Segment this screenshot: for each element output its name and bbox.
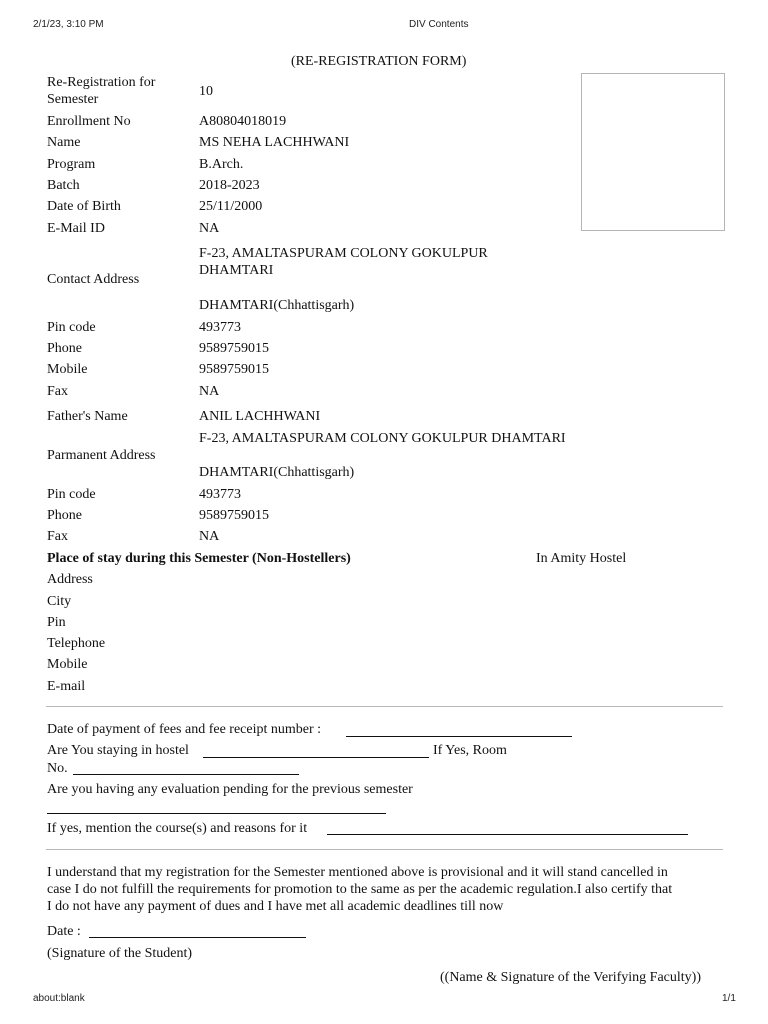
student-signature: (Signature of the Student): [47, 946, 193, 961]
date-label: Date :: [47, 924, 81, 939]
stay-address-label: Address: [47, 572, 93, 587]
courses-question: If yes, mention the course(s) and reasons for it: [47, 821, 308, 836]
pin-label: Pin code: [47, 320, 96, 335]
section-divider: [46, 706, 723, 707]
phone-label: Phone: [47, 341, 82, 356]
father-value: ANIL LACHHWANI: [199, 409, 321, 424]
evaluation-answer-line: [47, 813, 386, 814]
batch-value: 2018-2023: [199, 178, 260, 193]
stay-city-label: City: [47, 594, 72, 609]
fees-question: Date of payment of fees and fee receipt number :: [47, 722, 322, 737]
perm-pin-value: 493773: [199, 487, 241, 502]
stay-telephone-label: Telephone: [47, 636, 106, 651]
mobile-label: Mobile: [47, 362, 88, 377]
stay-value: In Amity Hostel: [536, 551, 627, 566]
perm-address-line2: DHAMTARI(Chhattisgarh): [199, 465, 355, 480]
pin-value: 493773: [199, 320, 241, 335]
name-value: MS NEHA LACHHWANI: [199, 135, 350, 150]
batch-label: Batch: [47, 178, 80, 193]
contact-address-label: Contact Address: [47, 272, 140, 287]
phone-value: 9589759015: [199, 341, 269, 356]
photo-box: [581, 73, 725, 231]
faculty-signature: ((Name & Signature of the Verifying Faculty)): [440, 970, 702, 985]
perm-phone-label: Phone: [47, 508, 82, 523]
print-datetime: 2/1/23, 3:10 PM: [33, 19, 104, 30]
date-answer-line: [89, 937, 306, 938]
perm-fax-label: Fax: [47, 529, 68, 544]
perm-address-label: Parmanent Address: [47, 448, 156, 463]
perm-address-line1: F-23, AMALTASPURAM COLONY GOKULPUR DHAMTARI: [199, 431, 566, 446]
room-question-2: No.: [47, 761, 68, 776]
contact-address-line2: DHAMTARI: [199, 263, 274, 278]
print-title: DIV Contents: [409, 19, 469, 30]
stay-pin-label: Pin: [47, 615, 66, 630]
program-value: B.Arch.: [199, 157, 244, 172]
room-question: If Yes, Room: [433, 743, 507, 758]
fax-label: Fax: [47, 384, 68, 399]
hostel-answer-line: [203, 757, 429, 758]
perm-pin-label: Pin code: [47, 487, 96, 502]
declaration-line2: case I do not fulfill the requirements for promotion to the same as per the academic regulation.I also certify that: [47, 882, 673, 897]
print-url: about:blank: [33, 993, 85, 1004]
email-value: NA: [199, 221, 220, 236]
fees-answer-line: [346, 736, 572, 737]
stay-heading: Place of stay during this Semester (Non-Hostellers): [47, 551, 351, 566]
courses-answer-line: [327, 834, 688, 835]
semester-value: 10: [199, 84, 213, 99]
stay-mobile-label: Mobile: [47, 657, 88, 672]
declaration-line3: I do not have any payment of dues and I have met all academic deadlines till now: [47, 899, 504, 914]
contact-address-line3: DHAMTARI(Chhattisgarh): [199, 298, 355, 313]
semester-label-2: Semester: [47, 92, 99, 107]
perm-fax-value: NA: [199, 529, 220, 544]
semester-label: Re-Registration for: [47, 75, 156, 90]
perm-phone-value: 9589759015: [199, 508, 269, 523]
form-title: (RE-REGISTRATION FORM): [291, 54, 467, 69]
declaration-line1: I understand that my registration for the Semester mentioned above is provisional and it will stand cancelled in: [47, 865, 668, 880]
program-label: Program: [47, 157, 96, 172]
evaluation-question: Are you having any evaluation pending for the previous semester: [47, 782, 413, 797]
contact-address-line1: F-23, AMALTASPURAM COLONY GOKULPUR: [199, 246, 488, 261]
name-label: Name: [47, 135, 81, 150]
stay-email-label: E-mail: [47, 679, 86, 694]
declaration-divider: [46, 849, 723, 850]
print-page-count: 1/1: [722, 993, 736, 1004]
enrollment-label: Enrollment No: [47, 114, 131, 129]
enrollment-value: A80804018019: [199, 114, 287, 129]
hostel-question: Are You staying in hostel: [47, 743, 189, 758]
fax-value: NA: [199, 384, 220, 399]
dob-label: Date of Birth: [47, 199, 121, 214]
email-label: E-Mail ID: [47, 221, 105, 236]
dob-value: 25/11/2000: [199, 199, 263, 214]
room-answer-line: [73, 774, 299, 775]
mobile-value: 9589759015: [199, 362, 269, 377]
father-label: Father's Name: [47, 409, 128, 424]
